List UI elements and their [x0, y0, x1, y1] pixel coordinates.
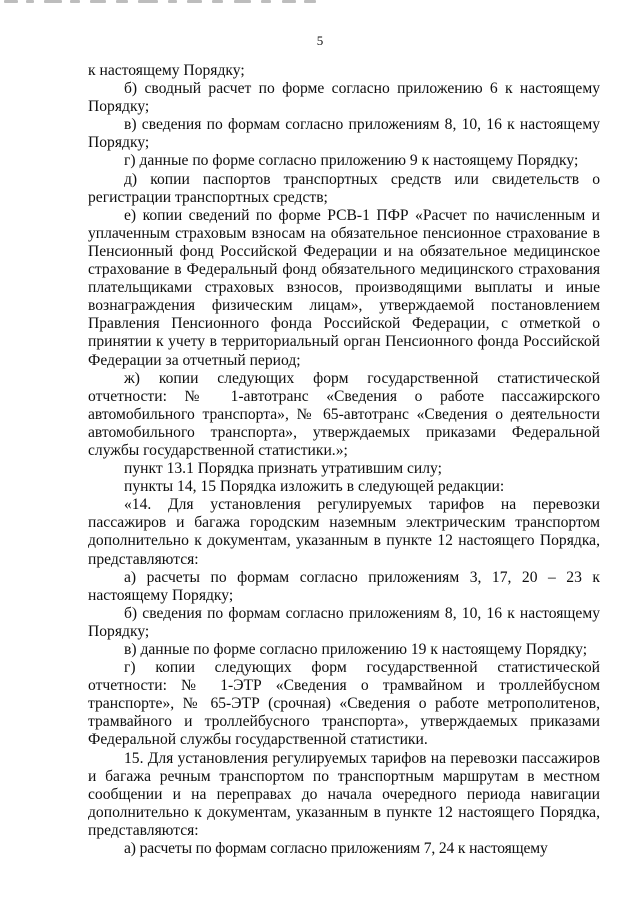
- paragraph-clause-13-1: пункт 13.1 Порядка признать утратившим силу;: [124, 460, 442, 478]
- clause-15: 15. Для установления регулируемых тарифов на перевозки пассажиров и багажа речным транспортом по транспортным маршрутам в местном сообщении и на переправах до начала очередного периода навигации дополнительно к документам, указанным в пункте 12 настоящего Порядка, представляются:: [88, 749, 600, 839]
- clause-14-item-g: г) копии следующих форм государственной статистической отчетности: № 1-ЭТР «Сведения о трамвайном и троллейбусном транспорте», № 65-ЭТР (срочная) «Сведения о работе метрополитенов, трамвайного и троллейбусного транспорта», утверждаемых приказами Федеральной службы государственной статистики.: [88, 659, 600, 749]
- document-body: [88, 62, 600, 858]
- clause-14-item-b: б) сведения по формам согласно приложениям 8, 10, 16 к настоящему Порядку;: [88, 604, 600, 640]
- list-item-zh-statistical-forms: ж) копии следующих форм государственной статистической отчетности: № 1-автотранс «Сведения о работе пассажирского автомобильного транспорта», № 65-автотранс «Сведения о деятельности автомобильного транспорта», утверждаемых приказами Федеральной службы государственной статистики.»;: [88, 369, 600, 459]
- paragraph-clauses-14-15-intro: пункты 14, 15 Порядка изложить в следующей редакции:: [124, 478, 505, 496]
- page-number: 5: [316, 33, 324, 48]
- clause-14: «14. Для установления регулируемых тарифов на перевозки пассажиров и багажа городским наземным электрическим транспортом дополнительно к документам, указанным в пункте 12 настоящего Порядка, представляются:: [88, 496, 600, 568]
- paragraph-continuation: к настоящему Порядку;: [88, 62, 245, 79]
- list-item-g-form-data: г) данные по форме согласно приложению 9 к настоящему Порядку;: [124, 152, 579, 170]
- clause-15-item-a: а) расчеты по формам согласно приложениям 7, 24 к настоящему: [124, 840, 548, 858]
- list-item-v-form-data: в) сведения по формам согласно приложениям 8, 10, 16 к настоящему Порядку;: [88, 116, 600, 152]
- list-item-d-passport-copies: д) копии паспортов транспортных средств или свидетельств о регистрации транспортных средств;: [88, 170, 600, 206]
- clause-14-item-v: в) данные по форме согласно приложению 19 к настоящему Порядку;: [124, 641, 588, 658]
- scan-artifact: [4, 0, 324, 5]
- list-item-b-summary-calculation: б) сводный расчет по форме согласно приложению 6 к настоящему Порядку;: [88, 80, 600, 116]
- list-item-e-rsv-copies: е) копии сведений по форме РСВ-1 ПФР «Расчет по начисленным и уплаченным страховым взносам на обязательное пенсионное страхование в Пенсионный фонд Российской Федерации и на обязательное медицинское страхование в Федеральный фонд обязательного медицинского страхования плательщиками страховых взносов, производящими выплаты и иные вознаграждения физическим лицам», утверждаемой постановлением Правления Пенсионного фонда Российской Федерации, с отметкой о принятии к учету в территориальный орган Пенсионного фонда Российской Федерации за отчетный период;: [88, 206, 600, 369]
- clause-14-item-a: а) расчеты по формам согласно приложениям 3, 17, 20 – 23 к настоящему Порядку;: [88, 568, 600, 604]
